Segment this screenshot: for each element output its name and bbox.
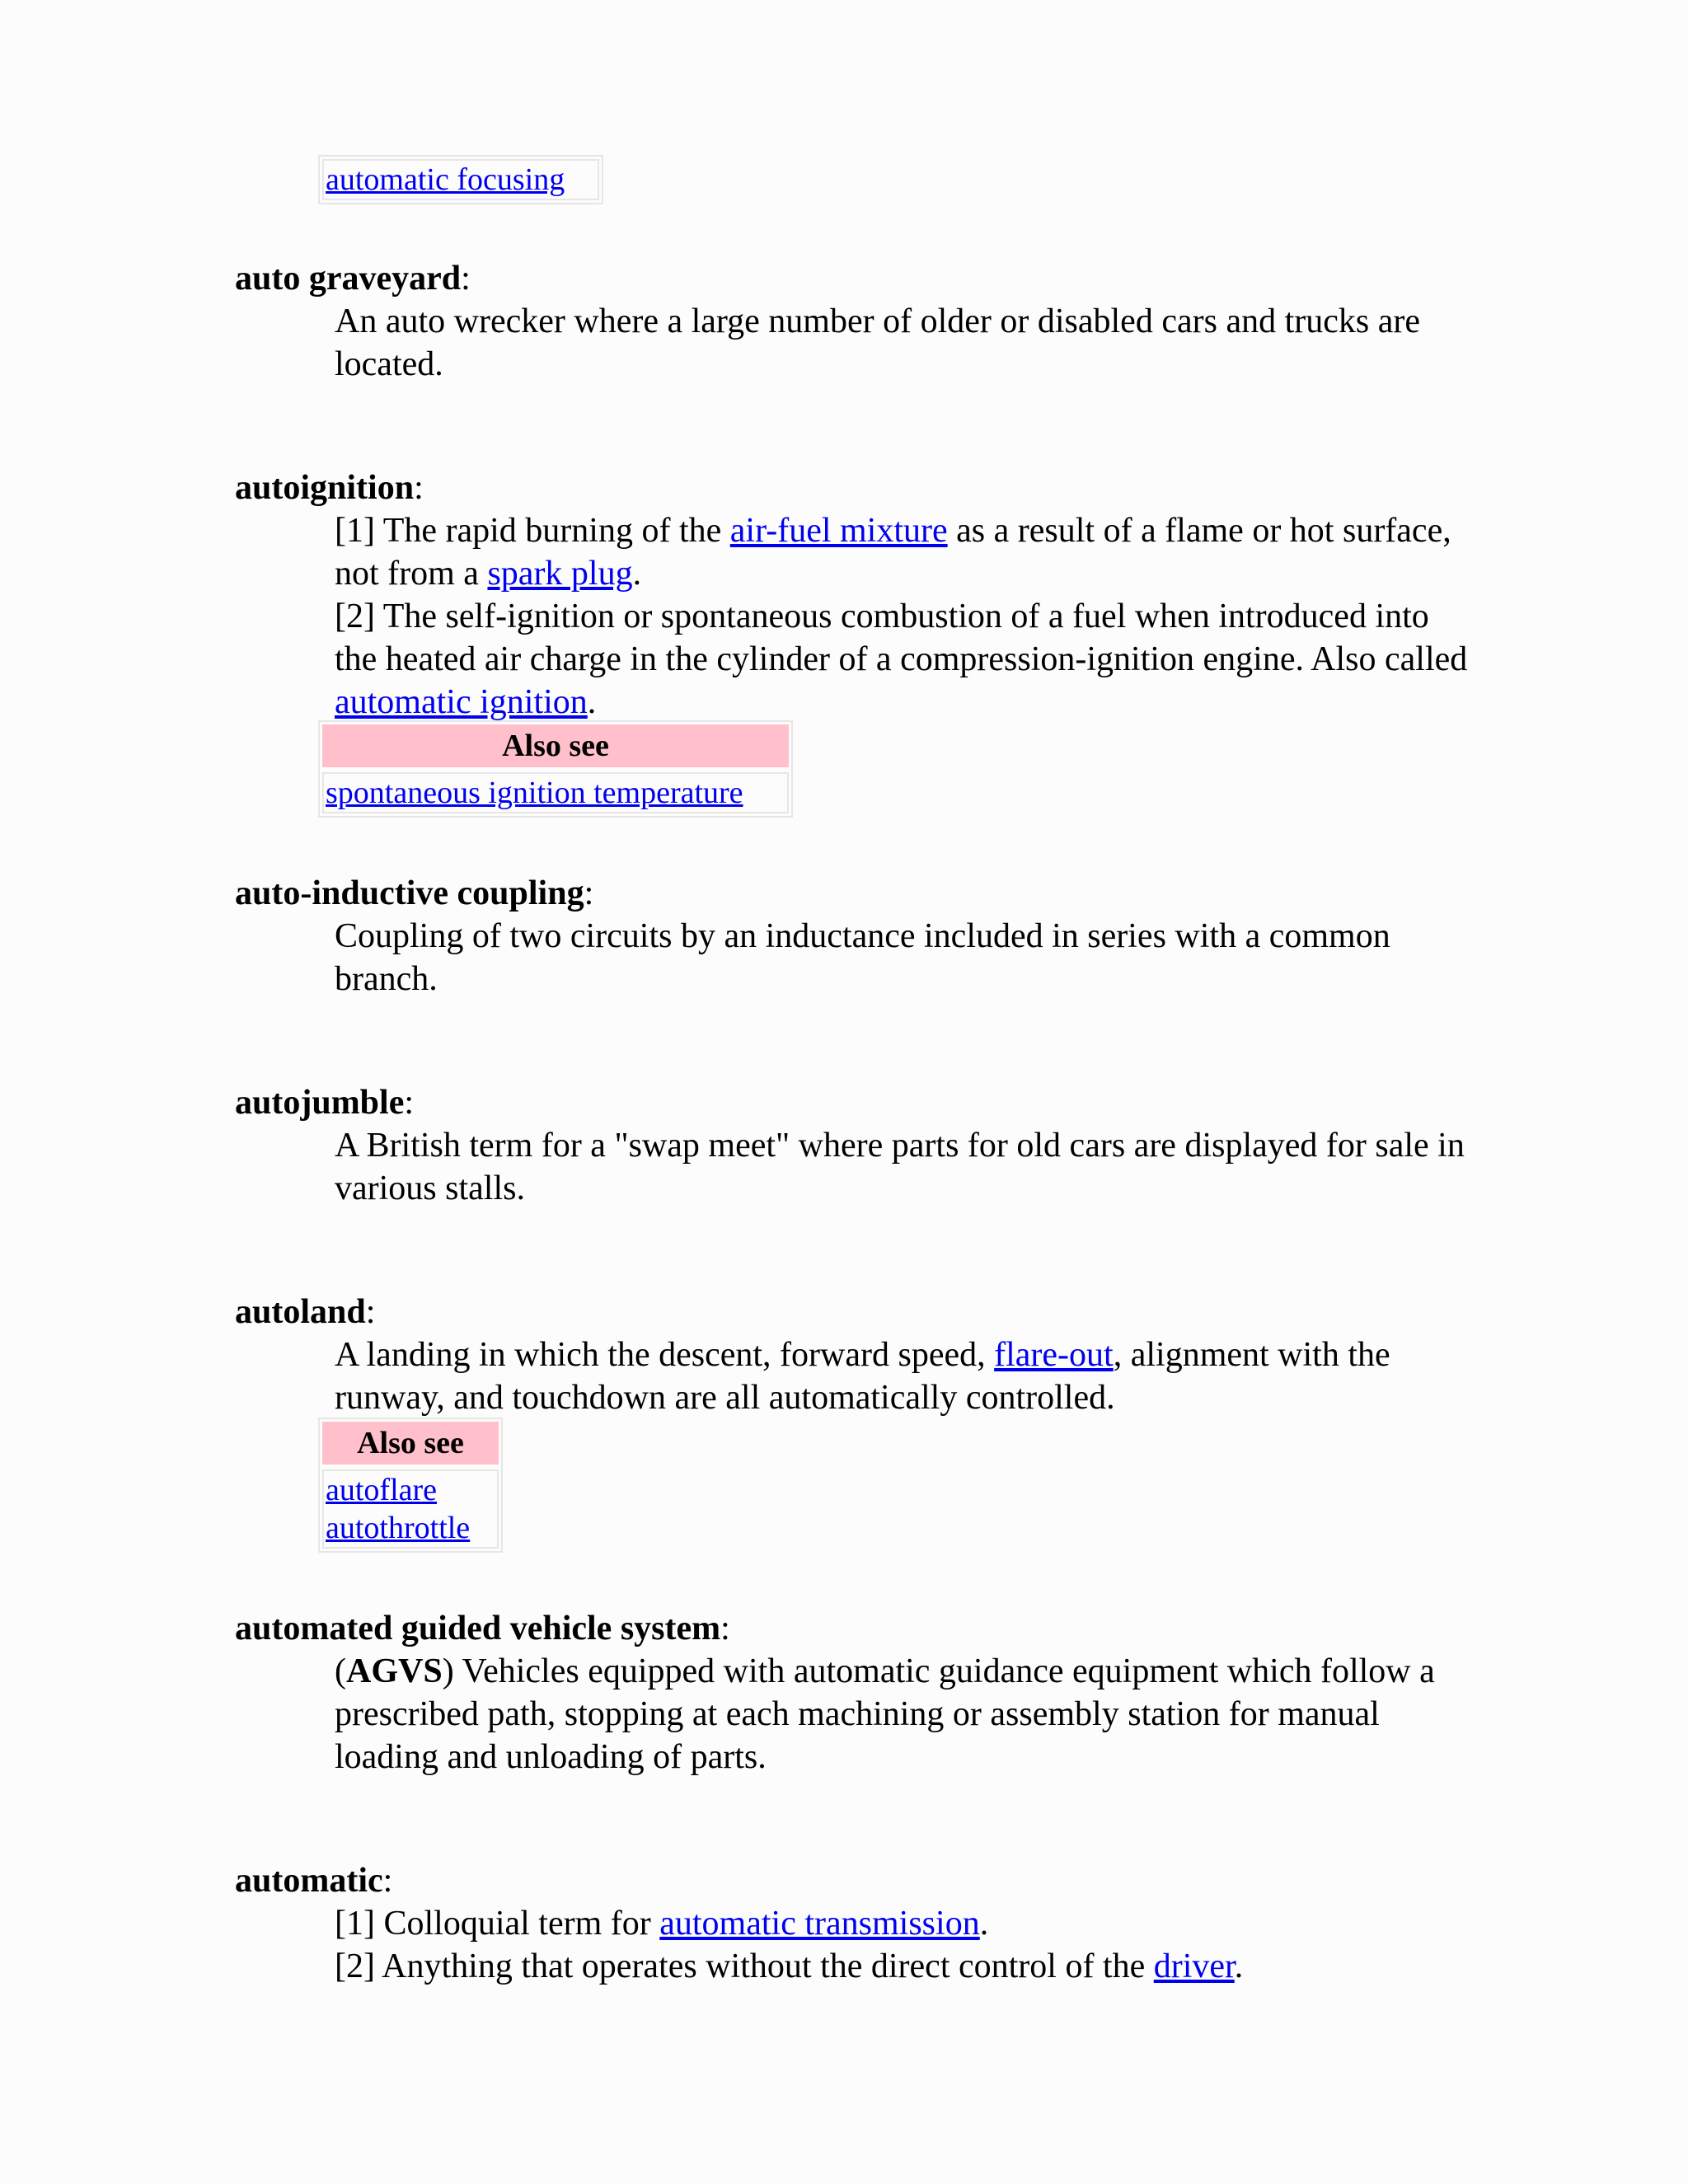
definition-line-2: [2] Anything that operates without the direct control of the driver. — [335, 1947, 1244, 1985]
also-see-links — [322, 772, 789, 813]
term-automatic: automatic: — [235, 1862, 393, 1900]
link-autoflare[interactable]: autoflare — [326, 1473, 438, 1507]
definition-autojumble: A British term for a "swap meet" where parts for old cars are displayed for sale in various stalls. — [335, 1127, 1465, 1207]
definition-autoignition — [335, 509, 1472, 724]
top-link-box — [318, 155, 603, 204]
also-see-box-autoland — [318, 1418, 503, 1553]
term-auto-inductive-coupling: auto-inductive coupling: — [235, 874, 594, 912]
definition-line-2: [2] The self-ignition or spontaneous combustion of a fuel when introduced into the heated air charge in the cylinder of a compression-ignition engine. Also called automatic ignition. — [335, 598, 1468, 721]
link-automatic-transmission[interactable]: automatic transmission — [659, 1905, 980, 1943]
link-autothrottle[interactable]: autothrottle — [326, 1511, 471, 1545]
also-see-heading: Also see — [322, 724, 789, 767]
link-automatic-ignition[interactable]: automatic ignition — [335, 683, 588, 721]
link-air-fuel-mixture[interactable]: air-fuel mixture — [729, 512, 948, 550]
link-spontaneous-ignition-temperature[interactable]: spontaneous ignition temperature — [326, 776, 743, 810]
link-spark-plug[interactable]: spark plug — [487, 555, 633, 593]
definition-line-1: [1] Colloquial term for automatic transmission. — [335, 1905, 989, 1943]
term-auto-graveyard: auto graveyard: — [235, 260, 471, 298]
term-automated-guided-vehicle-system: automated guided vehicle system: — [235, 1610, 730, 1647]
definition-automated-guided-vehicle-system: (AGVS) Vehicles equipped with automatic guidance equipment which follow a prescribed path, stopping at each machining or assembly station for manual loading and unloading of parts. — [335, 1652, 1435, 1776]
also-see-box-autoignition — [318, 720, 793, 818]
link-flare-out[interactable]: flare-out — [994, 1336, 1114, 1374]
term-autoland: autoland: — [235, 1293, 376, 1331]
also-see-links — [322, 1469, 499, 1549]
also-see-links — [322, 159, 599, 200]
definition-autoland: A landing in which the descent, forward speed, flare-out, alignment with the runway, and touchdown are all automatically controlled. — [335, 1336, 1390, 1417]
link-automatic-focusing[interactable]: automatic focusing — [326, 162, 565, 197]
abbreviation: AGVS — [346, 1652, 443, 1690]
term-autoignition: autoignition: — [235, 469, 424, 507]
term-autojumble: autojumble: — [235, 1084, 415, 1122]
definition-line-1: [1] The rapid burning of the air-fuel mixture as a result of a flame or hot surface, not from a spark plug. — [335, 512, 1451, 593]
definition-auto-graveyard: An auto wrecker where a large number of older or disabled cars and trucks are located. — [335, 302, 1420, 383]
also-see-heading: Also see — [322, 1422, 499, 1465]
definition-auto-inductive-coupling: Coupling of two circuits by an inductance included in series with a common branch. — [335, 917, 1390, 998]
definition-automatic — [335, 1902, 1472, 1988]
link-driver[interactable]: driver — [1153, 1947, 1235, 1985]
